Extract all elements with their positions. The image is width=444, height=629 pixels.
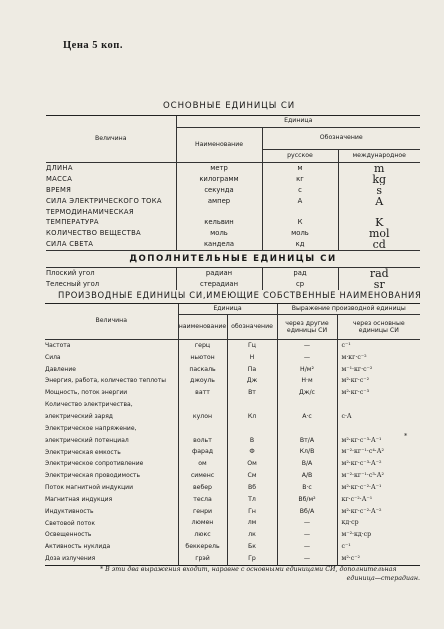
header-name: наименование [178, 315, 227, 340]
unit-name-cell [176, 207, 262, 217]
quantity-cell: ДЛИНА [46, 164, 73, 173]
additional-units-title: ДОПОЛНИТЕЛЬНЫЕ ЕДИНИЦЫ СИ [46, 251, 420, 268]
unit-name-cell: килограмм [176, 174, 262, 185]
via-other-cell: Вт/А [277, 435, 337, 447]
unit-name-cell: стерадиан [176, 279, 262, 290]
via-base-cell: м²·с⁻² [337, 553, 420, 565]
designation-cell: лм [227, 518, 277, 530]
unit-name-cell: радиан [176, 268, 262, 280]
quantity-cell: КОЛИЧЕСТВО ВЕЩЕСТВА [46, 229, 141, 238]
via-other-cell: Н/м² [277, 364, 337, 376]
designation-cell: Гн [227, 506, 277, 518]
table-row [45, 506, 420, 518]
footnote-asterisk: * [404, 432, 408, 440]
header-unit: Единица [176, 116, 420, 128]
via-other-cell: А·с [277, 411, 337, 423]
international-symbol-cell: mol [338, 228, 420, 239]
via-other-cell: — [277, 541, 337, 553]
table-row [45, 340, 420, 352]
international-symbol-cell [338, 207, 420, 217]
header-quantity: Величина [46, 116, 176, 163]
table-row [45, 435, 420, 447]
via-base-cell: кг·с⁻²·А⁻¹ [337, 494, 420, 506]
via-base-cell: м⁻²·кг⁻¹·с³·А² [337, 470, 420, 482]
via-base-cell [337, 399, 420, 411]
unit-name-cell: ампер [176, 196, 262, 207]
quantity-cell: Световой поток [45, 519, 95, 527]
table-row [46, 163, 420, 175]
quantity-cell: ВРЕМЯ [46, 186, 72, 195]
via-other-cell: — [277, 352, 337, 364]
russian-symbol-cell: м [262, 163, 338, 175]
via-base-cell: м⁻¹·кг·с⁻² [337, 364, 420, 376]
quantity-cell: Энергия, работа, количество теплоты [45, 377, 166, 385]
designation-cell: Вт [227, 387, 277, 399]
via-base-cell: м·кг·с⁻² [337, 352, 420, 364]
quantity-cell: Доза излучения [45, 555, 96, 563]
table-row [46, 279, 420, 290]
unit-name-cell: вебер [178, 482, 227, 494]
quantity-cell: Поток магнитной индукции [45, 484, 133, 492]
russian-symbol-cell: А [262, 196, 338, 207]
quantity-cell: Освещенность [45, 531, 92, 539]
table-row [46, 196, 420, 207]
table-row [45, 530, 420, 542]
header-quantity: Величина [45, 304, 178, 340]
unit-name-cell: кулон [178, 411, 227, 423]
table-row [45, 399, 420, 411]
via-other-cell: Вб/А [277, 506, 337, 518]
quantity-cell: Индуктивность [45, 507, 94, 515]
via-base-cell [337, 423, 420, 435]
russian-symbol-cell: К [262, 217, 338, 228]
quantity-cell: Частота [45, 341, 71, 349]
table-row [46, 207, 420, 217]
designation-cell: Ом [227, 458, 277, 470]
via-other-cell [277, 399, 337, 411]
international-symbol-cell: m [338, 163, 420, 175]
via-base-cell: кд·ср [337, 518, 420, 530]
header-via-other: через другие единицы СИ [277, 315, 337, 340]
designation-cell: Н [227, 352, 277, 364]
quantity-cell: МАССА [46, 175, 73, 184]
quantity-cell: электрический заряд [45, 412, 113, 420]
table-row [46, 174, 420, 185]
international-symbol-cell: s [338, 185, 420, 196]
via-base-cell: м²·кг·с⁻³·А⁻² [337, 458, 420, 470]
header-russian: русское [262, 150, 338, 163]
unit-name-cell: моль [176, 228, 262, 239]
via-base-cell: с·А [337, 411, 420, 423]
designation-cell: См [227, 470, 277, 482]
quantity-cell: Давление [45, 365, 76, 373]
table-row [46, 239, 420, 251]
table-row [45, 518, 420, 530]
designation-cell: Ф [227, 447, 277, 459]
table-row [45, 387, 420, 399]
table-row [45, 458, 420, 470]
unit-name-cell: грэй [178, 553, 227, 565]
unit-name-cell: герц [178, 340, 227, 352]
header-international: международное [338, 150, 420, 163]
via-base-cell: с⁻¹ [337, 340, 420, 352]
unit-name-cell [178, 399, 227, 411]
price-label: Цена 5 коп. [63, 40, 123, 51]
via-other-cell: — [277, 340, 337, 352]
table-row [45, 376, 420, 388]
footnote-line-2: единица—стерадиан. [346, 575, 420, 582]
table-row [45, 364, 420, 376]
unit-name-cell: ньютон [178, 352, 227, 364]
quantity-cell: Сила [45, 353, 61, 361]
quantity-cell: Электрическая проводимость [45, 472, 141, 480]
header-expression: Выражение производной единицы [277, 304, 420, 315]
table-row [45, 447, 420, 459]
via-other-cell: Кл/В [277, 447, 337, 459]
via-other-cell: Вб/м² [277, 494, 337, 506]
international-symbol-cell: rad [338, 268, 420, 280]
unit-name-cell: паскаль [178, 364, 227, 376]
unit-name-cell: джоуль [178, 376, 227, 388]
footnote [100, 565, 420, 583]
quantity-cell: СИЛА СВЕТА [46, 240, 94, 249]
footnote-line-1: * В эти два выражения входит, наравне с основными единицами СИ, дополнительная [100, 566, 397, 573]
designation-cell: Тл [227, 494, 277, 506]
unit-name-cell: беккерель [178, 541, 227, 553]
via-other-cell: В/А [277, 458, 337, 470]
base-units-table [46, 115, 420, 290]
table-row [45, 423, 420, 435]
via-other-cell: — [277, 530, 337, 542]
quantity-cell: электрический потенциал [45, 436, 129, 444]
via-base-cell: м²·кг·с⁻³·А⁻¹ [337, 435, 420, 447]
international-symbol-cell: K [338, 217, 420, 228]
designation-cell: Кл [227, 411, 277, 423]
quantity-cell: Электрическая емкость [45, 448, 121, 456]
russian-symbol-cell [262, 207, 338, 217]
quantity-cell: Электрическое напряжение, [45, 424, 137, 432]
designation-cell: Гц [227, 340, 277, 352]
quantity-cell: Количество электричества, [45, 401, 133, 409]
via-base-cell: м²·кг·с⁻²·А⁻¹ [337, 482, 420, 494]
quantity-cell: Мощность, поток энергии [45, 389, 128, 397]
header-via-base: через основные единицы СИ [337, 315, 420, 340]
quantity-cell: Плоский угол [46, 269, 95, 278]
derived-units-title: ПРОИЗВОДНЫЕ ЕДИНИЦЫ СИ,ИМЕЮЩИЕ СОБСТВЕННЫЕ НАИМЕНОВАНИЯ [58, 290, 422, 300]
unit-name-cell: сименс [178, 470, 227, 482]
via-base-cell: м²·кг·с⁻²·А⁻² [337, 506, 420, 518]
table-row [46, 268, 420, 280]
unit-name-cell: люкс [178, 530, 227, 542]
via-other-cell: В·с [277, 482, 337, 494]
unit-name-cell: ватт [178, 387, 227, 399]
header-designation: обозначение [227, 315, 277, 340]
designation-cell: лк [227, 530, 277, 542]
unit-name-cell: вольт [178, 435, 227, 447]
via-base-cell: с⁻¹ [337, 541, 420, 553]
russian-symbol-cell: кд [262, 239, 338, 251]
header-designation: Обозначение [262, 128, 420, 150]
unit-name-cell: кандела [176, 239, 262, 251]
via-base-cell: м⁻²·кг⁻¹·с⁴·А² [337, 447, 420, 459]
russian-symbol-cell: рад [262, 268, 338, 280]
base-units-title: ОСНОВНЫЕ ЕДИНИЦЫ СИ [163, 101, 296, 111]
quantity-cell: Активность нуклида [45, 543, 111, 551]
via-other-cell: А/В [277, 470, 337, 482]
international-symbol-cell: sr [338, 279, 420, 290]
designation-cell [227, 399, 277, 411]
table-row [45, 553, 420, 565]
russian-symbol-cell: моль [262, 228, 338, 239]
table-row [45, 541, 420, 553]
via-other-cell: — [277, 553, 337, 565]
designation-cell: Вб [227, 482, 277, 494]
designation-cell: Гр [227, 553, 277, 565]
table-row [45, 470, 420, 482]
unit-name-cell: ом [178, 458, 227, 470]
table-row [45, 482, 420, 494]
international-symbol-cell: kg [338, 174, 420, 185]
international-symbol-cell: cd [338, 239, 420, 251]
russian-symbol-cell: с [262, 185, 338, 196]
quantity-cell: Электрическое сопротивление [45, 460, 144, 468]
via-base-cell: м⁻²·кд·ср [337, 530, 420, 542]
header-unit: Единица [178, 304, 277, 315]
designation-cell: Дж [227, 376, 277, 388]
via-other-cell: — [277, 518, 337, 530]
designation-cell [227, 423, 277, 435]
unit-name-cell: кельвин [176, 217, 262, 228]
international-symbol-cell: A [338, 196, 420, 207]
designation-cell: В [227, 435, 277, 447]
quantity-cell: ТЕМПЕРАТУРА [46, 218, 99, 227]
table-row [46, 185, 420, 196]
unit-name-cell: метр [176, 163, 262, 175]
russian-symbol-cell: ср [262, 279, 338, 290]
quantity-cell: Магнитная индукция [45, 495, 113, 503]
table-row [45, 494, 420, 506]
table-row [46, 217, 420, 228]
via-base-cell: м²·кг·с⁻³ [337, 387, 420, 399]
header-name: Наименование [176, 128, 262, 163]
unit-name-cell [178, 423, 227, 435]
unit-name-cell: секунда [176, 185, 262, 196]
via-other-cell: Н·м [277, 376, 337, 388]
unit-name-cell: люмен [178, 518, 227, 530]
table-row [45, 352, 420, 364]
derived-units-table [45, 303, 420, 568]
via-base-cell: м²·кг·с⁻² [337, 376, 420, 388]
russian-symbol-cell: кг [262, 174, 338, 185]
table-row [46, 228, 420, 239]
quantity-cell: Телесный угол [46, 280, 100, 289]
quantity-cell: СИЛА ЭЛЕКТРИЧЕСКОГО ТОКА [46, 197, 162, 206]
via-other-cell [277, 423, 337, 435]
unit-name-cell: генри [178, 506, 227, 518]
via-other-cell: Дж/с [277, 387, 337, 399]
designation-cell: Па [227, 364, 277, 376]
quantity-cell: ТЕРМОДИНАМИЧЕСКАЯ [46, 207, 134, 216]
table-row [45, 411, 420, 423]
unit-name-cell: тесла [178, 494, 227, 506]
designation-cell: Бк [227, 541, 277, 553]
unit-name-cell: фарад [178, 447, 227, 459]
